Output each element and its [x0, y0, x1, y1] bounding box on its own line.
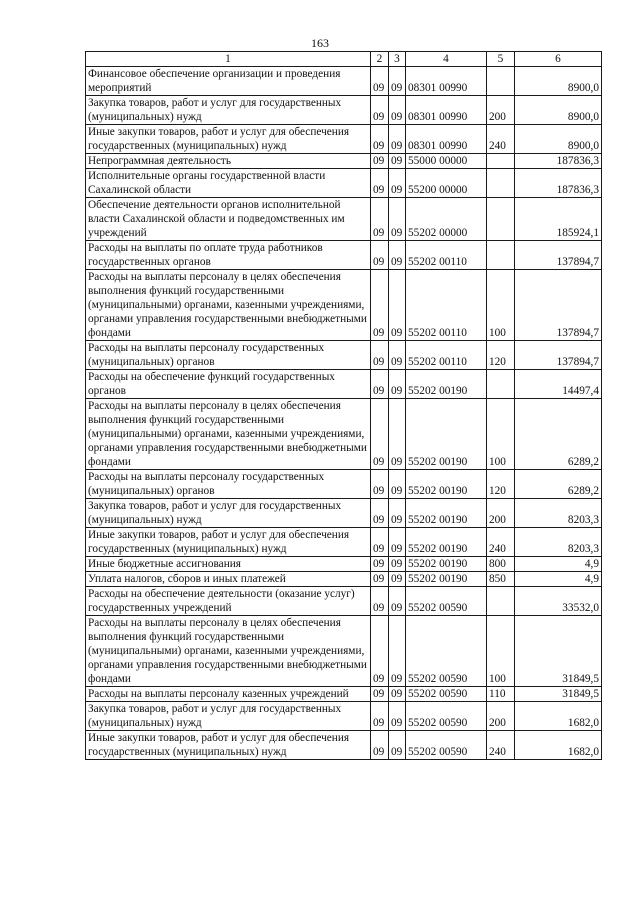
row-section: 09 — [371, 341, 389, 370]
row-subsection: 09 — [389, 702, 406, 731]
row-amount: 137894,7 — [515, 241, 602, 270]
row-subsection: 09 — [389, 241, 406, 270]
row-target-code: 55202 00590 — [406, 616, 487, 687]
row-name: Иные закупки товаров, работ и услуг для обеспечения государственных (муниципальных) нужд — [86, 125, 371, 154]
row-name: Закупка товаров, работ и услуг для государственных (муниципальных) нужд — [86, 499, 371, 528]
row-subsection: 09 — [389, 198, 406, 241]
row-name: Расходы на выплаты персоналу казенных учреждений — [86, 687, 371, 702]
row-subsection: 09 — [389, 154, 406, 169]
row-amount: 1682,0 — [515, 731, 602, 760]
row-target-code: 55202 00190 — [406, 370, 487, 399]
row-subsection: 09 — [389, 270, 406, 341]
table-row — [86, 572, 602, 587]
row-target-code: 08301 00990 — [406, 96, 487, 125]
row-subsection: 09 — [389, 399, 406, 470]
row-subsection: 09 — [389, 96, 406, 125]
row-expense-type — [487, 169, 515, 198]
row-target-code: 55202 00590 — [406, 731, 487, 760]
table-row — [86, 67, 602, 96]
row-subsection: 09 — [389, 370, 406, 399]
row-target-code: 55202 00590 — [406, 702, 487, 731]
row-target-code: 55000 00000 — [406, 154, 487, 169]
row-section: 09 — [371, 470, 389, 499]
row-target-code: 08301 00990 — [406, 67, 487, 96]
row-subsection: 09 — [389, 499, 406, 528]
row-section: 09 — [371, 731, 389, 760]
row-name: Расходы на выплаты персоналу в целях обеспечения выполнения функций государственными (муниципальными) органами, казенными учреждениями, органами управления государственными внебюджетными фондами — [86, 399, 371, 470]
row-target-code: 55202 00190 — [406, 399, 487, 470]
row-name: Иные бюджетные ассигнования — [86, 557, 371, 572]
row-target-code: 55202 00590 — [406, 587, 487, 616]
row-subsection: 09 — [389, 67, 406, 96]
table-header-row — [86, 52, 602, 67]
row-expense-type — [487, 198, 515, 241]
row-subsection: 09 — [389, 731, 406, 760]
table-row — [86, 687, 602, 702]
row-name: Непрограммная деятельность — [86, 154, 371, 169]
row-name: Финансовое обеспечение организации и проведения мероприятий — [86, 67, 371, 96]
budget-table — [85, 51, 602, 760]
row-name: Расходы на обеспечение деятельности (оказание услуг) государственных учреждений — [86, 587, 371, 616]
row-subsection: 09 — [389, 572, 406, 587]
row-expense-type: 800 — [487, 557, 515, 572]
row-subsection: 09 — [389, 528, 406, 557]
row-target-code: 55202 00190 — [406, 528, 487, 557]
row-target-code: 55202 00190 — [406, 557, 487, 572]
row-amount: 6289,2 — [515, 470, 602, 499]
row-subsection: 09 — [389, 125, 406, 154]
row-subsection: 09 — [389, 687, 406, 702]
row-amount: 8900,0 — [515, 96, 602, 125]
row-section: 09 — [371, 67, 389, 96]
row-name: Обеспечение деятельности органов исполнительной власти Сахалинской области и подведомственных им учреждений — [86, 198, 371, 241]
column-header-amount: 6 — [515, 52, 602, 67]
row-target-code: 55202 00110 — [406, 341, 487, 370]
table-row — [86, 125, 602, 154]
row-subsection: 09 — [389, 557, 406, 572]
row-amount: 185924,1 — [515, 198, 602, 241]
row-name: Расходы на выплаты по оплате труда работников государственных органов — [86, 241, 371, 270]
row-target-code: 55202 00110 — [406, 241, 487, 270]
row-name: Расходы на обеспечение функций государственных органов — [86, 370, 371, 399]
row-expense-type — [487, 154, 515, 169]
row-target-code: 55202 00110 — [406, 270, 487, 341]
row-expense-type: 100 — [487, 270, 515, 341]
row-section: 09 — [371, 572, 389, 587]
row-target-code: 55202 00190 — [406, 470, 487, 499]
row-target-code: 55202 00190 — [406, 572, 487, 587]
row-target-code: 55202 00000 — [406, 198, 487, 241]
row-section: 09 — [371, 370, 389, 399]
table-row — [86, 154, 602, 169]
row-section: 09 — [371, 499, 389, 528]
row-expense-type: 120 — [487, 341, 515, 370]
row-subsection: 09 — [389, 587, 406, 616]
row-expense-type: 850 — [487, 572, 515, 587]
row-section: 09 — [371, 557, 389, 572]
row-expense-type: 200 — [487, 499, 515, 528]
column-header-target-code: 4 — [406, 52, 487, 67]
row-amount: 137894,7 — [515, 341, 602, 370]
table-row — [86, 96, 602, 125]
row-name: Исполнительные органы государственной власти Сахалинской области — [86, 169, 371, 198]
row-section: 09 — [371, 154, 389, 169]
row-name: Уплата налогов, сборов и иных платежей — [86, 572, 371, 587]
row-amount: 4,9 — [515, 572, 602, 587]
table-row — [86, 731, 602, 760]
row-amount: 187836,3 — [515, 154, 602, 169]
row-section: 09 — [371, 399, 389, 470]
row-amount: 14497,4 — [515, 370, 602, 399]
row-section: 09 — [371, 587, 389, 616]
row-section: 09 — [371, 616, 389, 687]
table-row — [86, 528, 602, 557]
table-row — [86, 370, 602, 399]
row-name: Иные закупки товаров, работ и услуг для обеспечения государственных (муниципальных) нужд — [86, 528, 371, 557]
column-header-name: 1 — [86, 52, 371, 67]
row-target-code: 55202 00590 — [406, 687, 487, 702]
row-subsection: 09 — [389, 341, 406, 370]
row-target-code: 08301 00990 — [406, 125, 487, 154]
row-expense-type: 200 — [487, 702, 515, 731]
row-section: 09 — [371, 702, 389, 731]
page-number: 163 — [311, 36, 329, 50]
table-row — [86, 470, 602, 499]
row-amount: 1682,0 — [515, 702, 602, 731]
row-name: Закупка товаров, работ и услуг для государственных (муниципальных) нужд — [86, 702, 371, 731]
row-expense-type: 240 — [487, 528, 515, 557]
table-row — [86, 169, 602, 198]
row-name: Иные закупки товаров, работ и услуг для обеспечения государственных (муниципальных) нужд — [86, 731, 371, 760]
row-amount: 31849,5 — [515, 616, 602, 687]
row-expense-type — [487, 241, 515, 270]
row-name: Расходы на выплаты персоналу государственных (муниципальных) органов — [86, 470, 371, 499]
column-header-section: 2 — [371, 52, 389, 67]
row-amount: 8900,0 — [515, 67, 602, 96]
table-row — [86, 702, 602, 731]
row-expense-type: 240 — [487, 731, 515, 760]
table-row — [86, 341, 602, 370]
column-header-expense-type: 5 — [487, 52, 515, 67]
row-amount: 8203,3 — [515, 528, 602, 557]
row-amount: 187836,3 — [515, 169, 602, 198]
row-expense-type: 240 — [487, 125, 515, 154]
row-amount: 6289,2 — [515, 399, 602, 470]
row-subsection: 09 — [389, 169, 406, 198]
row-section: 09 — [371, 125, 389, 154]
table-row — [86, 399, 602, 470]
row-expense-type: 120 — [487, 470, 515, 499]
row-section: 09 — [371, 96, 389, 125]
table-row — [86, 557, 602, 572]
row-section: 09 — [371, 198, 389, 241]
row-expense-type — [487, 587, 515, 616]
row-expense-type: 100 — [487, 399, 515, 470]
row-amount: 31849,5 — [515, 687, 602, 702]
row-amount: 8900,0 — [515, 125, 602, 154]
row-expense-type: 100 — [487, 616, 515, 687]
column-header-subsection: 3 — [389, 52, 406, 67]
table-row — [86, 270, 602, 341]
row-section: 09 — [371, 241, 389, 270]
row-amount: 33532,0 — [515, 587, 602, 616]
row-expense-type — [487, 370, 515, 399]
row-expense-type — [487, 67, 515, 96]
row-subsection: 09 — [389, 616, 406, 687]
row-name: Расходы на выплаты персоналу в целях обеспечения выполнения функций государственными (муниципальными) органами, казенными учреждениями, органами управления государственными внебюджетными фондами — [86, 270, 371, 341]
row-target-code: 55202 00190 — [406, 499, 487, 528]
row-expense-type: 200 — [487, 96, 515, 125]
row-amount: 137894,7 — [515, 270, 602, 341]
row-section: 09 — [371, 270, 389, 341]
row-subsection: 09 — [389, 470, 406, 499]
row-amount: 8203,3 — [515, 499, 602, 528]
row-name: Расходы на выплаты персоналу государственных (муниципальных) органов — [86, 341, 371, 370]
row-section: 09 — [371, 528, 389, 557]
table-row — [86, 198, 602, 241]
row-section: 09 — [371, 169, 389, 198]
table-row — [86, 616, 602, 687]
table-row — [86, 587, 602, 616]
table-row — [86, 499, 602, 528]
row-name: Расходы на выплаты персоналу в целях обеспечения выполнения функций государственными (муниципальными) органами, казенными учреждениями, органами управления государственными внебюджетными фондами — [86, 616, 371, 687]
row-expense-type: 110 — [487, 687, 515, 702]
row-amount: 4,9 — [515, 557, 602, 572]
row-name: Закупка товаров, работ и услуг для государственных (муниципальных) нужд — [86, 96, 371, 125]
row-section: 09 — [371, 687, 389, 702]
row-target-code: 55200 00000 — [406, 169, 487, 198]
table-row — [86, 241, 602, 270]
